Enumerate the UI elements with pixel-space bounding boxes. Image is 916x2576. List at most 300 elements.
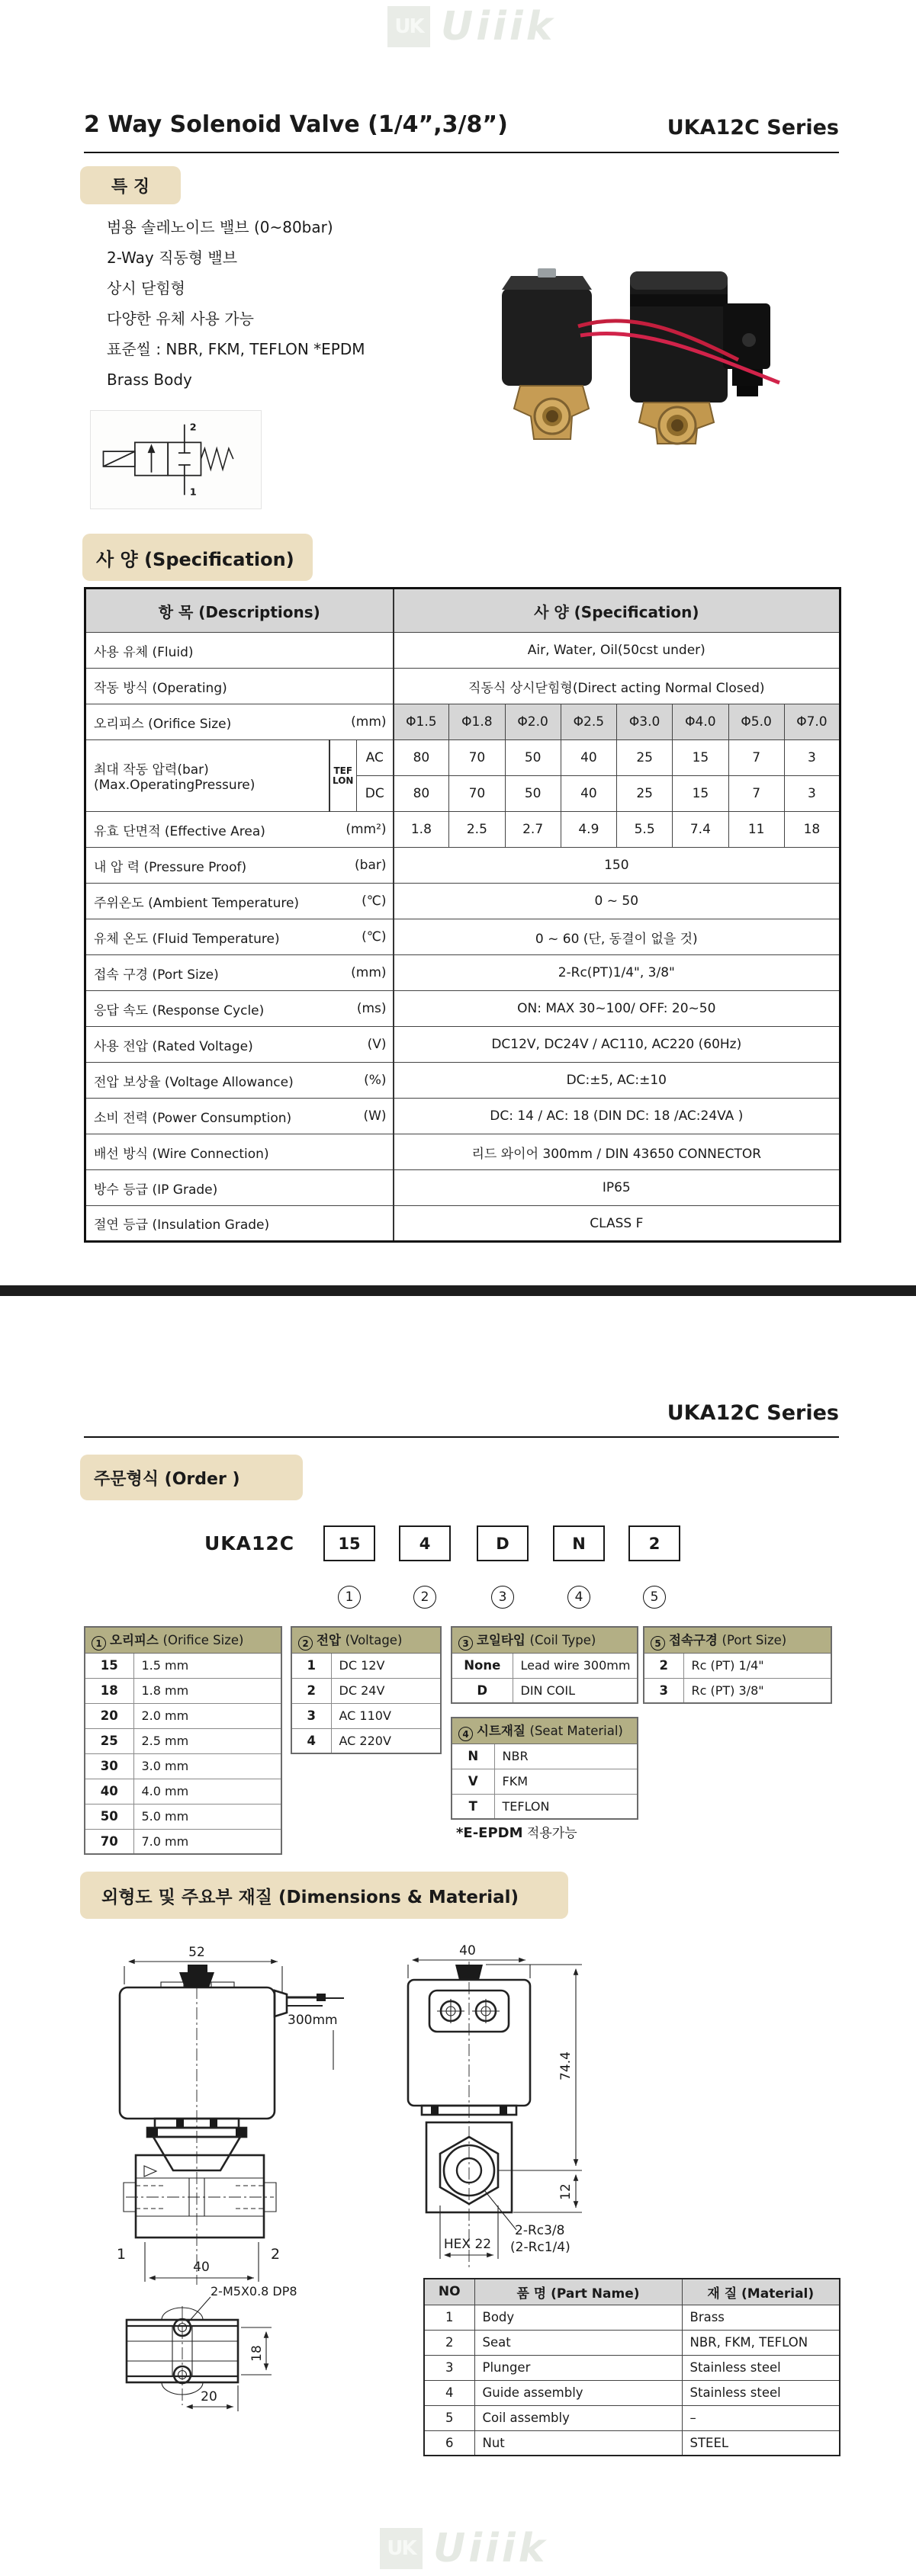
order-code-cell: 4 [291, 1728, 331, 1753]
spec-label [85, 955, 394, 991]
parts-material: NBR, FKM, TEFLON [682, 2330, 840, 2355]
order-code-cell: None [452, 1653, 513, 1678]
order-value-cell: 1.8 mm [133, 1678, 281, 1703]
order-table-row [291, 1728, 441, 1753]
spec-value: 80 [394, 776, 449, 812]
parts-name: Coil assembly [474, 2405, 682, 2430]
side-view-drawing [400, 1940, 629, 2276]
spec-row [85, 812, 840, 848]
spec-label-text: 접속 구경 (Port Size) [94, 967, 219, 983]
spec-sub-label-dc: DC [357, 776, 394, 812]
order-table-row [644, 1678, 831, 1703]
order-table-title-en: (Coil Type) [529, 1632, 596, 1647]
spec-label [85, 1099, 394, 1134]
spec-label-line: (Max.OperatingPressure) [94, 778, 256, 793]
spec-value: DC:±5, AC:±10 [394, 1063, 840, 1099]
spec-row [85, 955, 840, 991]
parts-no: 6 [424, 2430, 474, 2456]
order-table-row [85, 1703, 281, 1728]
order-table-row [85, 1829, 281, 1854]
order-code-cell: 40 [85, 1779, 133, 1804]
order-code-box-2: 4 [399, 1525, 451, 1561]
spec-value: 40 [561, 776, 616, 812]
spec-row [85, 1170, 840, 1206]
order-table-row [291, 1653, 441, 1678]
spec-value: 40 [561, 740, 616, 776]
feature-item: 다양한 유체 사용 가능 [107, 310, 254, 328]
parts-no: 1 [424, 2305, 474, 2330]
parts-header-material: 재 질 (Material) [682, 2279, 840, 2305]
spec-value: 2.7 [505, 812, 561, 848]
dim-bottom-width: 20 [201, 2389, 217, 2404]
spec-seal-teflon [329, 740, 357, 812]
order-code-cell: 70 [85, 1829, 133, 1854]
product-photo [480, 267, 793, 446]
spec-label-line: 최대 작동 압력(bar) [94, 762, 209, 778]
order-value-cell: Lead wire 300mm [513, 1653, 638, 1678]
circled-number-5: 5 [643, 1586, 666, 1609]
order-table-title-kr: 전압 [317, 1632, 346, 1647]
spec-value: 15 [673, 776, 728, 812]
order-heading: 주문형식 (Order ) [80, 1455, 303, 1500]
order-code-cell: N [452, 1744, 494, 1769]
spec-row [85, 884, 840, 919]
page-title: 2 Way Solenoid Valve (1/4”,3/8”) [84, 111, 508, 138]
spec-sub-label-ac: AC [357, 740, 394, 776]
order-table-title-kr: 접속구경 [669, 1632, 722, 1647]
spec-value: 7.4 [673, 812, 728, 848]
features-list [107, 212, 365, 395]
order-option-table [451, 1626, 638, 1704]
spec-row [85, 1099, 840, 1134]
brand-logo-text: Uiiik [441, 4, 556, 50]
spec-label [85, 1170, 394, 1206]
order-value-cell: DC 24V [331, 1678, 441, 1703]
spec-value: 25 [617, 776, 673, 812]
order-table-orifice [84, 1626, 282, 1855]
spec-value: Φ2.5 [561, 704, 616, 740]
circled-number-1: 1 [338, 1586, 361, 1609]
spec-value: 150 [394, 848, 840, 884]
dim-side-thread2: (2-Rc1/4) [510, 2240, 570, 2255]
parts-row [424, 2405, 840, 2430]
order-table-title [452, 1718, 638, 1744]
order-value-cell: Rc (PT) 1/4" [683, 1653, 831, 1678]
order-table-header-row [452, 1718, 638, 1744]
spec-header-specification: 사 양 (Specification) [394, 589, 840, 633]
feature-item: 상시 닫힘형 [107, 279, 185, 297]
spec-value: DC12V, DC24V / AC110, AC220 (60Hz) [394, 1027, 840, 1063]
parts-name: Guide assembly [474, 2380, 682, 2405]
spec-value: 3 [784, 776, 840, 812]
spec-value: Air, Water, Oil(50cst under) [394, 633, 840, 669]
order-value-cell: 2.5 mm [133, 1728, 281, 1753]
dim-side-hex: HEX 22 [443, 2237, 492, 2252]
dim-bottom-callout: 2-M5X0.8 DP8 [211, 2284, 297, 2299]
parts-row [424, 2430, 840, 2456]
order-table-title-en: (Port Size) [722, 1632, 787, 1647]
order-code-cell: V [452, 1769, 494, 1794]
order-table-row [291, 1703, 441, 1728]
order-code-cell: D [452, 1678, 513, 1703]
spec-row [85, 1206, 840, 1242]
order-table-row [85, 1779, 281, 1804]
spec-value: 1.8 [394, 812, 449, 848]
spec-label-text: 내 압 력 (Pressure Proof) [94, 859, 247, 875]
parts-header-row [424, 2279, 840, 2305]
order-value-cell: 3.0 mm [133, 1753, 281, 1779]
order-code-cell: 50 [85, 1804, 133, 1829]
parts-row [424, 2305, 840, 2330]
spec-value: IP65 [394, 1170, 840, 1206]
spec-value: 50 [505, 776, 561, 812]
parts-no: 4 [424, 2380, 474, 2405]
spec-value: 11 [728, 812, 784, 848]
order-table-header-row [644, 1627, 831, 1653]
order-table-title-en: (Seat Material) [529, 1723, 623, 1738]
order-table-title-en: (Voltage) [345, 1632, 403, 1647]
spec-row [85, 991, 840, 1027]
spec-value: Φ1.8 [449, 704, 505, 740]
spec-row [85, 1134, 840, 1170]
bottom-view-drawing [114, 2283, 305, 2474]
dim-side-port-height: 12 [558, 2183, 574, 2200]
spec-row-pressure-ac [85, 740, 840, 776]
order-value-cell: AC 110V [331, 1703, 441, 1728]
circled-number: 1 [92, 1636, 106, 1651]
dim-bottom-height: 18 [249, 2345, 265, 2362]
spec-value: Φ5.0 [728, 704, 784, 740]
order-value-cell: 4.0 mm [133, 1779, 281, 1804]
spec-value: 25 [617, 740, 673, 776]
order-code-box-1: 15 [323, 1525, 375, 1561]
order-table-row [291, 1678, 441, 1703]
order-option-table [291, 1626, 442, 1754]
order-table-row [85, 1753, 281, 1779]
spec-row [85, 633, 840, 669]
spec-label-flex [94, 964, 387, 983]
order-code-box-3: D [477, 1525, 529, 1561]
circled-number-3: 3 [491, 1586, 514, 1609]
coil-body [502, 288, 592, 386]
order-code-cell: T [452, 1794, 494, 1819]
spec-value: 7 [728, 776, 784, 812]
spec-label-text: 오리피스 (Orifice Size) [94, 716, 232, 732]
spec-label-text: 응답 속도 (Response Cycle) [94, 1002, 265, 1019]
parts-material: STEEL [682, 2430, 840, 2456]
spec-value: 4.9 [561, 812, 616, 848]
spec-label-flex [94, 1214, 387, 1233]
feature-item: 2-Way 직동형 밸브 [107, 249, 238, 267]
spec-label [85, 1134, 394, 1170]
spec-label [85, 1063, 394, 1099]
order-model-code: UKA12C [204, 1532, 295, 1554]
spec-value: 50 [505, 740, 561, 776]
order-table-row [452, 1769, 638, 1794]
parts-no: 2 [424, 2330, 474, 2355]
brand-logo-footer [380, 2528, 548, 2569]
order-epdm-note-bold: *E-EPDM [456, 1825, 523, 1841]
order-code-cell: 25 [85, 1728, 133, 1753]
spec-value: 3 [784, 740, 840, 776]
symbol-port-1: 1 [189, 486, 197, 499]
order-option-table [451, 1717, 638, 1820]
spec-label [85, 991, 394, 1027]
dim-front-width: 52 [188, 1945, 205, 1960]
spec-value: DC: 14 / AC: 18 (DIN DC: 18 /AC:24VA ) [394, 1099, 840, 1134]
spec-row [85, 669, 840, 704]
features-heading: 특 징 [80, 166, 181, 204]
spec-label-pressure [85, 740, 329, 812]
order-table-row [452, 1794, 638, 1819]
order-table-title [291, 1627, 441, 1653]
spec-label [85, 669, 394, 704]
order-code-box-4: N [553, 1525, 605, 1561]
brand-logo [387, 4, 556, 50]
order-table-header-row [452, 1627, 638, 1653]
order-table-title-kr: 코일타입 [477, 1632, 530, 1647]
order-value-cell: FKM [494, 1769, 638, 1794]
spec-value: 직동식 상시닫힘형(Direct acting Normal Closed) [394, 669, 840, 704]
spec-row [85, 704, 840, 740]
order-code-cell: 18 [85, 1678, 133, 1703]
symbol-port-2: 2 [189, 422, 197, 434]
spec-label-text: 전압 보상율 (Voltage Allowance) [94, 1074, 294, 1090]
dimensions-heading: 외형도 및 주요부 재질 (Dimensions & Material) [80, 1872, 568, 1919]
parts-name: Seat [474, 2330, 682, 2355]
spec-label-text: 배선 방식 (Wire Connection) [94, 1146, 269, 1162]
spec-value: Φ1.5 [394, 704, 449, 740]
order-epdm-note-rest: 적용가능 [522, 1826, 577, 1841]
spec-row [85, 919, 840, 955]
seal-line: LON [333, 775, 354, 786]
spec-unit: (℃) [362, 929, 387, 945]
parts-name: Body [474, 2305, 682, 2330]
spec-value: 0 ~ 50 [394, 884, 840, 919]
order-table-title-kr: 오리피스 [110, 1632, 163, 1647]
page-divider [0, 1285, 916, 1296]
order-table-row [452, 1744, 638, 1769]
spec-value: 70 [449, 740, 505, 776]
order-value-cell: Rc (PT) 3/8" [683, 1678, 831, 1703]
spec-value: 7 [728, 740, 784, 776]
order-table-row [452, 1653, 638, 1678]
spec-value: 리드 와이어 300mm / DIN 43650 CONNECTOR [394, 1134, 840, 1170]
order-value-cell: NBR [494, 1744, 638, 1769]
front-port-1-label: 1 [117, 2246, 127, 2263]
parts-material: Stainless steel [682, 2380, 840, 2405]
spec-label-flex [94, 1035, 387, 1054]
spec-unit: (mm) [351, 714, 387, 730]
spec-header-descriptions: 항 목 (Descriptions) [85, 589, 394, 633]
spec-value: 18 [784, 812, 840, 848]
spec-value: Φ3.0 [617, 704, 673, 740]
order-table-voltage [291, 1626, 442, 1754]
circled-number: 5 [651, 1636, 665, 1651]
spec-unit: (mm²) [346, 822, 387, 837]
order-table-title-kr: 시트재질 [477, 1723, 530, 1738]
order-epdm-note [456, 1822, 577, 1841]
spec-unit: (W) [363, 1108, 387, 1124]
order-table-row [85, 1678, 281, 1703]
spec-label [85, 884, 394, 919]
order-value-cell: 2.0 mm [133, 1703, 281, 1728]
parts-material: Stainless steel [682, 2355, 840, 2380]
order-code-cell: 20 [85, 1703, 133, 1728]
dim-front-wire-length: 300mm [288, 2013, 338, 2028]
parts-no: 5 [424, 2405, 474, 2430]
spec-label [85, 919, 394, 955]
spec-label-flex [94, 641, 387, 660]
front-view-drawing [88, 1940, 439, 2291]
circled-number: 3 [458, 1636, 473, 1651]
order-table-seat-material [451, 1717, 638, 1820]
order-code-cell: 1 [291, 1653, 331, 1678]
order-table-coil-type [451, 1626, 638, 1704]
spec-label-text: 유효 단면적 (Effective Area) [94, 823, 265, 839]
order-option-table [643, 1626, 832, 1704]
order-table-header-row [291, 1627, 441, 1653]
order-table-title [644, 1627, 831, 1653]
order-table-title [85, 1627, 281, 1653]
spec-label [85, 704, 394, 740]
spec-value: 80 [394, 740, 449, 776]
spec-label-flex [94, 856, 387, 875]
seal-line: TEF [333, 765, 353, 776]
series-title: UKA12C Series [667, 116, 839, 140]
feature-item: 표준씰 : NBR, FKM, TEFLON *EPDM [107, 340, 365, 358]
spec-row [85, 1063, 840, 1099]
spec-label-text: 사용 유체 (Fluid) [94, 644, 194, 660]
spec-label-flex [94, 820, 387, 839]
spec-table [84, 587, 841, 1243]
spec-label-text: 작동 방식 (Operating) [94, 680, 227, 696]
order-code-cell: 3 [291, 1703, 331, 1728]
order-table-title-en: (Orifice Size) [162, 1632, 244, 1647]
spec-unit: (%) [364, 1073, 387, 1088]
spec-label-text: 주위온도 (Ambient Temperature) [94, 895, 300, 911]
brand-logo-text: Uiiik [433, 2526, 548, 2571]
parts-row [424, 2330, 840, 2355]
parts-material: Brass [682, 2305, 840, 2330]
series-title-page2: UKA12C Series [667, 1401, 839, 1425]
spec-label [85, 848, 394, 884]
spec-label-text: 절연 등급 (Insulation Grade) [94, 1217, 270, 1233]
spec-value: ON: MAX 30~100/ OFF: 20~50 [394, 991, 840, 1027]
order-code-cell: 2 [291, 1678, 331, 1703]
spec-unit: (ms) [356, 1001, 387, 1016]
parts-header-name: 품 명 (Part Name) [474, 2279, 682, 2305]
feature-item: Brass Body [107, 371, 192, 389]
spec-label-flex [94, 677, 387, 696]
order-code-cell: 15 [85, 1653, 133, 1678]
order-table-port-size [643, 1626, 832, 1704]
spec-value: Φ2.0 [505, 704, 561, 740]
dim-side-width: 40 [459, 1943, 476, 1958]
parts-name: Plunger [474, 2355, 682, 2380]
order-value-cell: DIN COIL [513, 1678, 638, 1703]
spec-row [85, 848, 840, 884]
spec-label [85, 1206, 394, 1242]
order-table-row [85, 1728, 281, 1753]
order-table-row [452, 1678, 638, 1703]
spec-label-text: 방수 등급 (IP Grade) [94, 1182, 218, 1198]
spec-value: 0 ~ 60 (단, 동결이 없을 것) [394, 919, 840, 955]
spec-value: 15 [673, 740, 728, 776]
order-table-row [85, 1653, 281, 1678]
spec-label-text: 사용 전압 (Rated Voltage) [94, 1038, 253, 1054]
brand-logo-icon: UK [380, 2528, 423, 2569]
parts-header-no: NO [424, 2279, 474, 2305]
circled-number-4: 4 [567, 1586, 590, 1609]
order-table-title [452, 1627, 638, 1653]
order-value-cell: AC 220V [331, 1728, 441, 1753]
order-table-row [85, 1804, 281, 1829]
order-table-header-row [85, 1627, 281, 1653]
valve-symbol-diagram [90, 410, 262, 509]
circled-number-2: 2 [413, 1586, 436, 1609]
spec-row [85, 1027, 840, 1063]
order-code-cell: 2 [644, 1653, 683, 1678]
circled-number: 2 [298, 1636, 313, 1651]
spec-value: 5.5 [617, 812, 673, 848]
spec-label [85, 1027, 394, 1063]
circled-number: 4 [458, 1727, 473, 1741]
spec-label-flex [94, 1107, 387, 1126]
spec-label-flex [94, 892, 387, 911]
spec-heading: 사 양 (Specification) [82, 534, 313, 581]
dim-front-body-width: 40 [193, 2260, 210, 2275]
spec-value: 2.5 [449, 812, 505, 848]
dim-side-height: 74.4 [558, 2051, 574, 2080]
order-value-cell: 7.0 mm [133, 1829, 281, 1854]
feature-item: 범용 솔레노이드 밸브 (0~80bar) [107, 218, 333, 236]
header-rule [84, 152, 839, 153]
spec-label [85, 812, 394, 848]
spec-label-flex [94, 928, 387, 947]
spec-unit: (V) [367, 1037, 387, 1052]
parts-no: 3 [424, 2355, 474, 2380]
order-value-cell: DC 12V [331, 1653, 441, 1678]
order-table-row [644, 1653, 831, 1678]
spec-unit: (bar) [355, 858, 387, 873]
spec-label-text: 유체 온도 (Fluid Temperature) [94, 931, 280, 947]
parts-material: – [682, 2405, 840, 2430]
dim-side-thread1: 2-Rc3/8 [515, 2223, 565, 2238]
spec-label-flex [94, 1143, 387, 1162]
spec-label-flex [94, 999, 387, 1019]
order-value-cell: 1.5 mm [133, 1653, 281, 1678]
order-code-cell: 3 [644, 1678, 683, 1703]
spec-value: 70 [449, 776, 505, 812]
spec-label-flex [94, 1179, 387, 1198]
parts-row [424, 2380, 840, 2405]
order-value-cell: 5.0 mm [133, 1804, 281, 1829]
parts-name: Nut [474, 2430, 682, 2456]
header-rule-page2 [84, 1436, 839, 1438]
order-value-cell: TEFLON [494, 1794, 638, 1819]
spec-value: Φ7.0 [784, 704, 840, 740]
spec-value: 2-Rc(PT)1/4", 3/8" [394, 955, 840, 991]
spec-value: CLASS F [394, 1206, 840, 1242]
spec-header-row [85, 589, 840, 633]
spec-unit: (℃) [362, 893, 387, 909]
order-code-cell: 30 [85, 1753, 133, 1779]
spec-unit: (mm) [351, 965, 387, 980]
order-code-box-5: 2 [628, 1525, 680, 1561]
order-option-table [84, 1626, 282, 1855]
spec-label-flex [94, 713, 387, 732]
